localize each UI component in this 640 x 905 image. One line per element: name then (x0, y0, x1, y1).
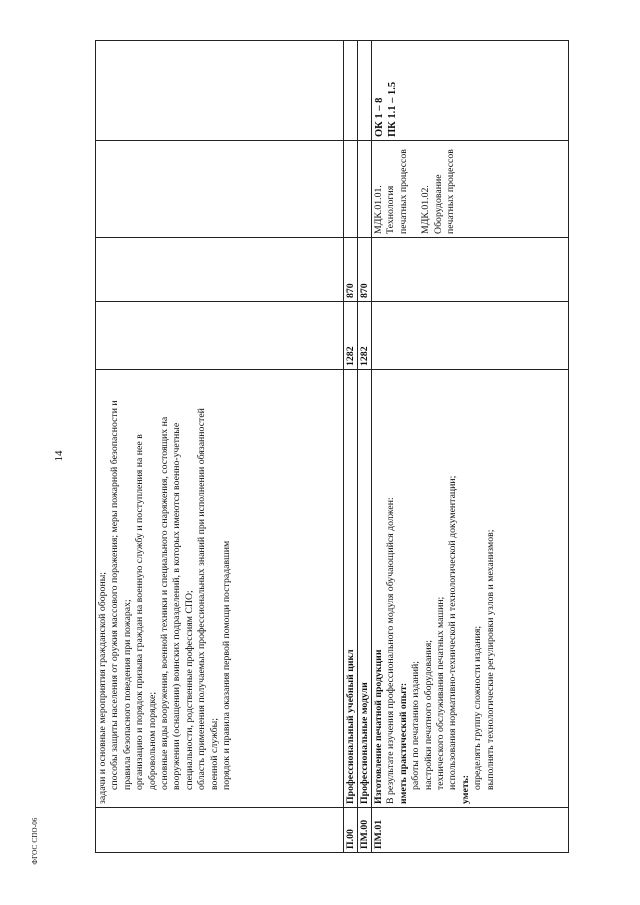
index-cell: П.00 (344, 808, 358, 853)
competence-item: ПК 1.1 – 1.5 (387, 81, 398, 137)
mandatory-hours-cell (372, 238, 569, 302)
experience-item: использования нормативно-технической и технологической документации; (447, 475, 459, 790)
experience-item: настройки печатного оборудования; (422, 639, 434, 790)
module-title: Изготовление печатной продукции (373, 649, 384, 804)
competences-cell (372, 41, 569, 141)
mandatory-hours-cell (96, 238, 344, 302)
mandatory-hours-cell: 870 (358, 238, 372, 302)
content-line: основные виды вооружения, военной техники и специального снаряжения, состоящих на вооружении (оснащении) воинских подразделений, в которых имеются военно-учетные специальности, родственные профессиям СПО; (159, 416, 195, 790)
course-item: МДК.01.01. Технология печатных процессов (373, 149, 409, 234)
content-line: область применения получаемых профессиональных знаний при исполнении обязанностей военной службы; (196, 408, 220, 790)
content-cell (372, 370, 569, 808)
skills-heading: уметь: (459, 774, 471, 804)
total-hours-cell: 1282 (344, 302, 358, 370)
experience-item: технического обслуживания печатных машин; (435, 596, 447, 790)
curriculum-table (95, 40, 569, 853)
content-line: организацию и порядок призыва граждан на военную службу и поступления на нее в добровольном порядке; (134, 434, 158, 790)
table-row-pm00 (358, 41, 372, 853)
courses-cell (344, 141, 358, 238)
table-row-pm01 (372, 41, 569, 853)
skills-item: выполнять технологические регулировки узлов и механизмов; (484, 529, 496, 790)
total-hours-cell (96, 302, 344, 370)
experience-heading: иметь практический опыт: (397, 682, 409, 804)
skills-item: определять группу сложности издания; (472, 625, 484, 790)
total-hours-cell: 1282 (358, 302, 372, 370)
page-number: 14 (53, 450, 65, 462)
courses-cell (96, 141, 344, 238)
content-line: порядок и правила оказания первой помощи пострадавшим (221, 540, 233, 790)
content-line: задачи и основные мероприятия гражданской обороны; (97, 571, 108, 804)
footer-label: ФГОС СПО-06 (31, 817, 39, 865)
table-row-p00 (344, 41, 358, 853)
competences-cell (96, 41, 344, 141)
index-cell (96, 808, 344, 853)
content-line: способы защиты населения от оружия массового поражения; меры пожарной безопасности и правила безопасного поведения при пожарах; (109, 400, 133, 790)
content-cell (96, 370, 344, 808)
title-cell: Профессиональный учебный цикл (344, 370, 358, 808)
module-intro: В результате изучения профессионального модуля обучающийся должен: (385, 497, 397, 804)
table-row-continuation (96, 41, 344, 853)
index-cell: ПМ.00 (358, 808, 372, 853)
course-item: МДК.01.02. Оборудование печатных процессов (420, 149, 457, 234)
courses-cell (358, 141, 372, 238)
experience-item: работы по печатанию изданий; (410, 661, 422, 790)
courses-cell (372, 141, 569, 238)
total-hours-cell (372, 302, 569, 370)
competences-cell (358, 41, 372, 141)
competence-item: ОК 1 – 8 (374, 97, 385, 137)
index-cell: ПМ.01 (372, 808, 569, 853)
competences-cell (344, 41, 358, 141)
curriculum-table-rotated (95, 41, 569, 853)
title-cell: Профессиональные модули (358, 370, 372, 808)
mandatory-hours-cell: 870 (344, 238, 358, 302)
